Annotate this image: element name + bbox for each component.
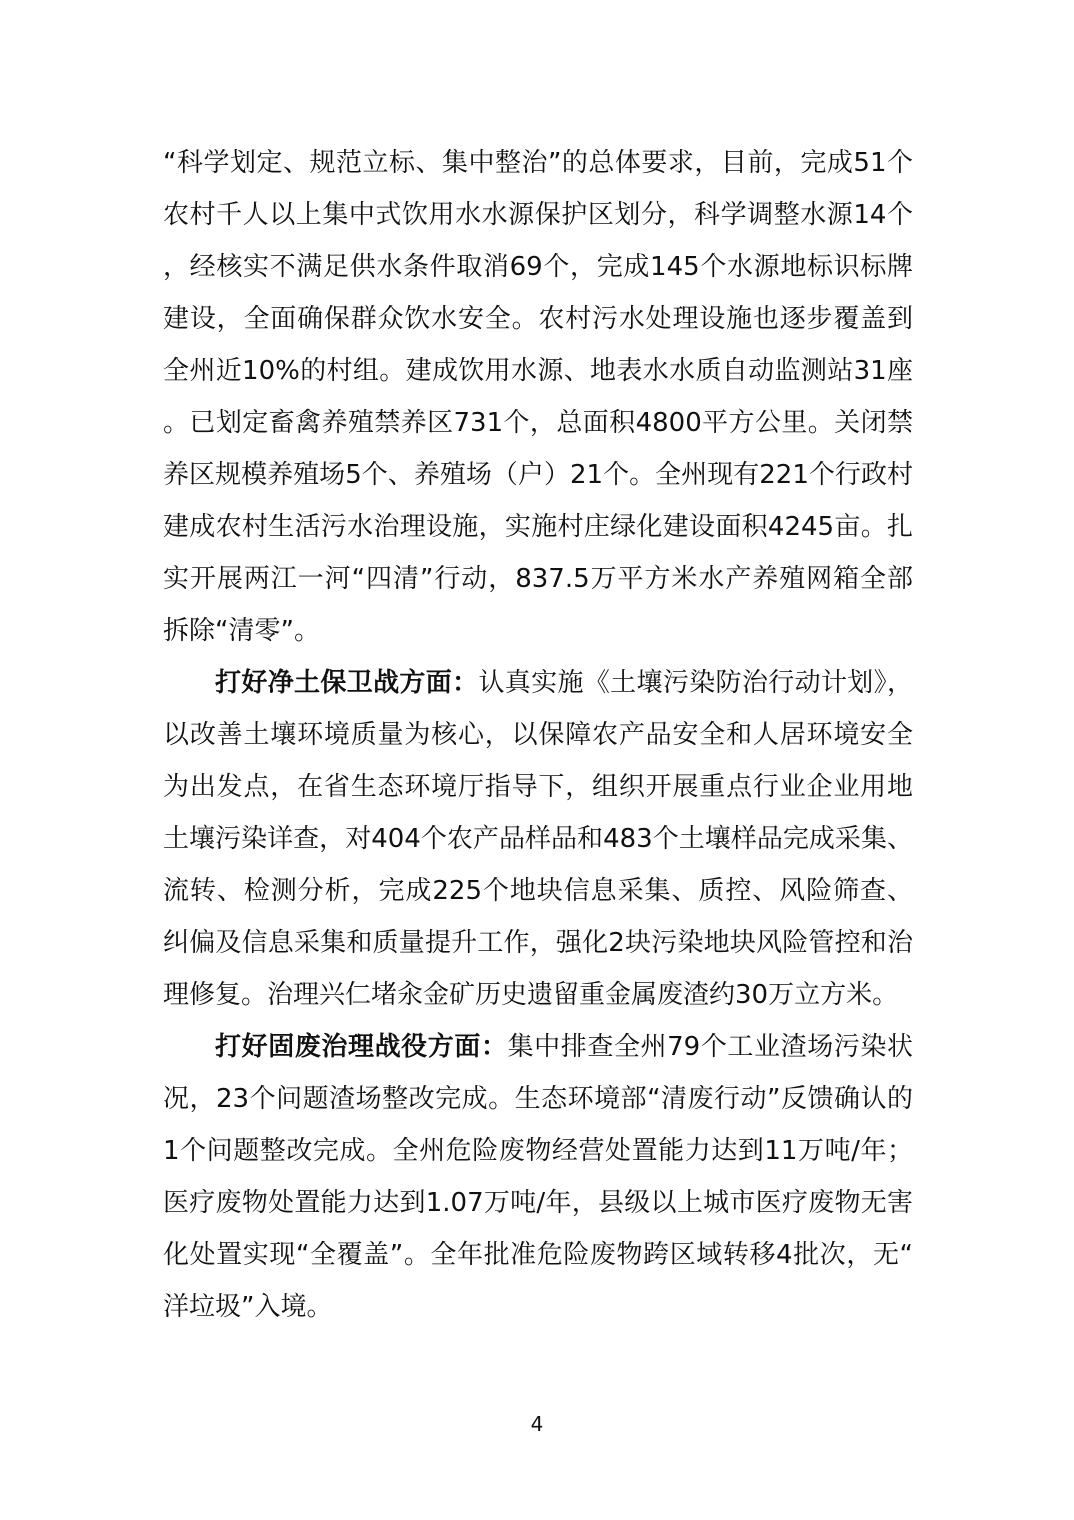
body-text	[163, 137, 913, 1333]
paragraph-text: 集中排查全州79个工业渣场污染状况，23个问题渣场整改完成。生态环境部“清废行动”反馈确认的1个问题整改完成。全州危险废物经营处置能力达到11万吨/年；医疗废物处置能力达到1.07万吨/年，县级以上城市医疗废物无害化处置实现“全覆盖”。全年批准危险废物跨区域转移4批次，无“洋垃圾”入境。	[163, 1032, 913, 1322]
paragraph-text: 认真实施《土壤污染防治行动计划》，以改善土壤环境质量为核心，以保障农产品安全和人居环境安全为出发点，在省生态环境厅指导下，组织开展重点行业企业用地土壤污染详查，对404个农产品样品和483个土壤样品完成采集、流转、检测分析，完成225个地块信息采集、质控、风险筛查、纠偏及信息采集和质量提升工作，强化2块污染地块风险管控和治理修复。治理兴仁堵汆金矿历史遗留重金属废渣约30万立方米。	[163, 668, 913, 1010]
paragraph-solid-waste	[163, 1021, 913, 1333]
paragraph-text: “科学划定、规范立标、集中整治”的总体要求，目前，完成51个农村千人以上集中式饮用水水源保护区划分，科学调整水源14个，经核实不满足供水条件取消69个，完成145个水源地标识标牌建设，全面确保群众饮水安全。农村污水处理设施也逐步覆盖到全州近10%的村组。建成饮用水源、地表水水质自动监测站31座。已划定畜禽养殖禁养区731个，总面积4800平方公里。关闭禁养区规模养殖场5个、养殖场（户）21个。全州现有221个行政村建成农村生活污水治理设施，实施村庄绿化建设面积4245亩。扎实开展两江一河“四清”行动，837.5万平方米水产养殖网箱全部拆除“清零”。	[163, 148, 913, 646]
paragraph-heading: 打好净土保卫战方面：	[215, 668, 479, 698]
paragraph-water-protection	[163, 137, 913, 657]
paragraph-heading: 打好固废治理战役方面：	[215, 1032, 508, 1062]
page-number: 4	[530, 1412, 544, 1436]
paragraph-soil-protection	[163, 657, 913, 1021]
